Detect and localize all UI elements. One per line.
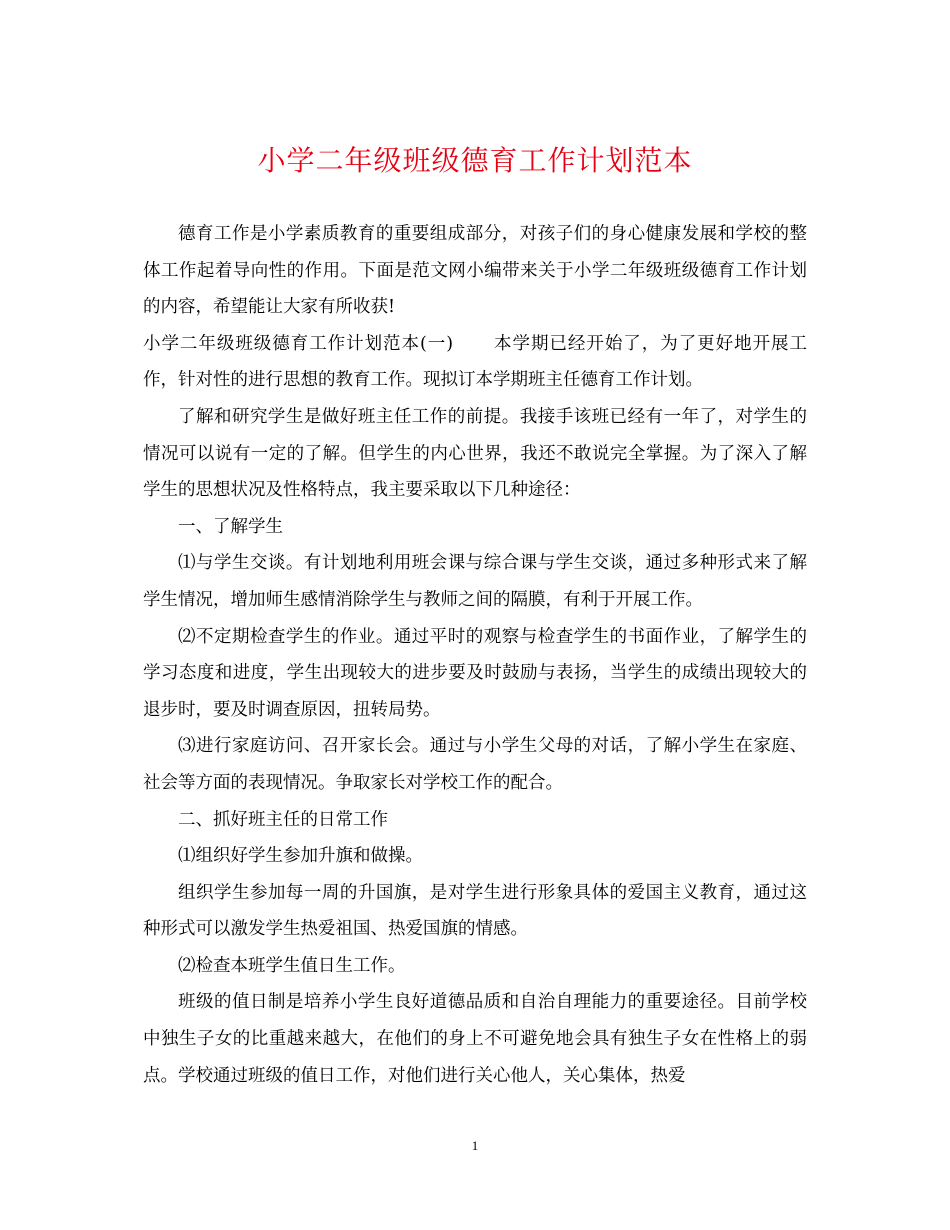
- paragraph-section-one: [143, 326, 807, 399]
- paragraph-flag-detail: 组织学生参加每一周的升国旗，是对学生进行形象具体的爱国主义教育，通过这种形式可以激发学生热爱祖国、热爱国旗的情感。: [143, 882, 807, 940]
- heading-two: 二、抓好班主任的日常工作: [178, 809, 388, 830]
- paragraph-item-duty: ⑵检查本班学生值日生工作。: [178, 955, 406, 976]
- document-body: [143, 216, 807, 1094]
- paragraph-item-1: ⑴与学生交谈。有计划地利用班会课与综合课与学生交谈，通过多种形式来了解学生情况，增加师生感情消除学生与教师之间的隔膜，有利于开展工作。: [143, 553, 807, 610]
- paragraph-duty-detail: 班级的值日制是培养小学生良好道德品质和自治自理能力的重要途径。目前学校中独生子女的比重越来越大，在他们的身上不可避免地会具有独生子女在性格上的弱点。学校通过班级的值日工作，对他们进行关心他人，关心集体，热爱: [143, 992, 807, 1086]
- page-number: 1: [471, 1138, 479, 1153]
- document-title: 小学二年级班级德育工作计划范本: [257, 144, 693, 177]
- paragraph-item-2: ⑵不定期检查学生的作业。通过平时的观察与检查学生的书面作业，了解学生的学习态度和进度，学生出现较大的进步要及时鼓励与表扬，当学生的成绩出现较大的退步时，要及时调查原因，扭转局势。: [143, 626, 807, 720]
- paragraph-item-flag: ⑴组织好学生参加升旗和做操。: [178, 846, 423, 867]
- heading-one: 一、了解学生: [178, 516, 283, 537]
- section-heading-inline: 小学二年级班级德育工作计划范本(一): [143, 333, 454, 354]
- paragraph-understand-students: 了解和研究学生是做好班主任工作的前提。我接手该班已经有一年了，对学生的情况可以说有一定的了解。但学生的内心世界，我还不敢说完全掌握。为了深入了解学生的思想状况及性格特点，我主要采取以下几种途径：: [143, 406, 807, 501]
- paragraph-item-3: ⑶进行家庭访问、召开家长会。通过与小学生父母的对话，了解小学生在家庭、社会等方面的表现情况。争取家长对学校工作的配合。: [143, 736, 807, 793]
- section-intro-text: 本学期已经开始了，为了更好地开展工作，针对性的进行思想的教育工作。现拟订本学期班主任德育工作计划。: [143, 333, 807, 391]
- paragraph-intro: 德育工作是小学素质教育的重要组成部分，对孩子们的身心健康发展和学校的整体工作起着导向性的作用。下面是范文网小编带来关于小学二年级班级德育工作计划的内容，希望能让大家有所收获!: [143, 224, 807, 318]
